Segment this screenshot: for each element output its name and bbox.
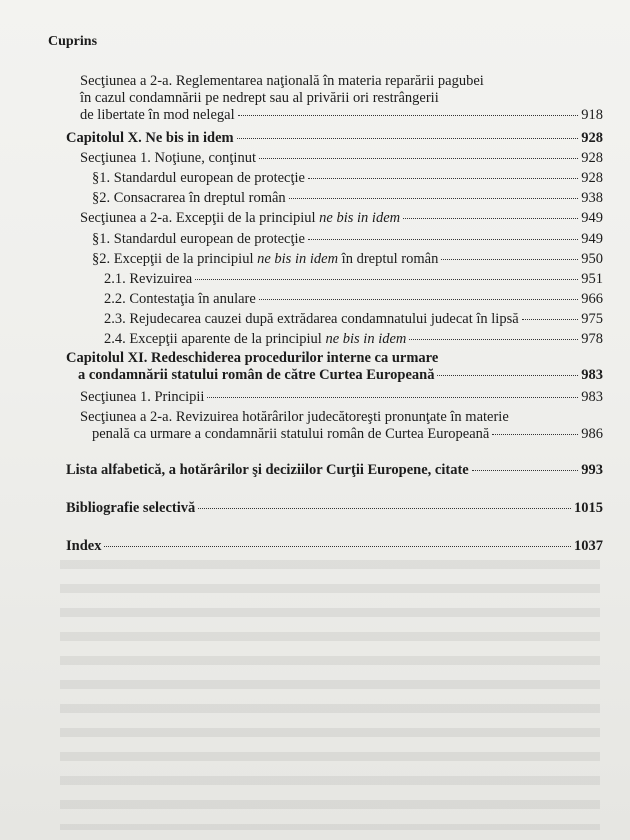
toc-entry-page: 928: [581, 170, 603, 186]
toc-entry-page: 951: [581, 271, 603, 287]
dot-leader: [441, 259, 578, 260]
toc-entry-page: 993: [581, 462, 603, 478]
toc-entry-page: 949: [581, 210, 603, 226]
dot-leader: [492, 434, 578, 435]
toc-entry-chapter: [66, 350, 603, 384]
dot-leader: [437, 375, 578, 376]
toc-entry-chapter: [66, 130, 603, 147]
toc-entry-title: Secţiunea a 2-a. Excepţii de la principiul ne bis in idem: [80, 210, 401, 226]
toc-entry-page: 983: [581, 389, 603, 405]
toc-entry: [92, 231, 603, 248]
dot-leader: [289, 198, 579, 199]
toc-entry-title: §2. Consacrarea în dreptul român: [92, 190, 286, 206]
toc-entry-title-line: a condamnării statului român de către Curtea Europeană: [78, 367, 435, 383]
toc-entry: [80, 210, 603, 227]
toc-entry: [92, 170, 603, 187]
toc-entry-page: 950: [581, 251, 603, 267]
toc-entry-title: §2. Excepţii de la principiul ne bis in idem în dreptul român: [92, 251, 439, 267]
dot-leader: [237, 138, 579, 139]
toc-entry: [104, 311, 603, 328]
dot-leader: [198, 508, 571, 509]
toc-entry-title-line: penală ca urmare a condamnării statului român de Curtea Europeană: [92, 426, 490, 442]
toc-entry-list: [66, 462, 603, 479]
toc-entry-title: §1. Standardul european de protecţie: [92, 231, 305, 247]
dot-leader: [259, 299, 578, 300]
toc-entry-title: 2.3. Rejudecarea cauzei după extrădarea condamnatului judecat în lipsă: [104, 311, 519, 327]
dot-leader: [308, 239, 578, 240]
dot-leader: [308, 178, 578, 179]
toc-entry-page: 966: [581, 291, 603, 307]
toc-entry: [92, 190, 603, 207]
toc-entry-title-line: Secţiunea a 2-a. Revizuirea hotărârilor judecătoreşti pronunţate în materie: [80, 409, 509, 425]
toc-entry-title: 2.2. Contestaţia în anulare: [104, 291, 256, 307]
toc-entry-title: Index: [66, 538, 102, 554]
dot-leader: [259, 158, 578, 159]
dot-leader: [522, 319, 579, 320]
toc-entry-title: 2.1. Revizuirea: [104, 271, 193, 287]
dot-leader: [403, 218, 578, 219]
toc-entry: [92, 251, 603, 268]
toc-entry: [104, 291, 603, 308]
toc-entry-page: 986: [581, 426, 603, 442]
toc-entry-title: Bibliografie selectivă: [66, 500, 196, 516]
toc-entry-index: [66, 538, 603, 555]
toc-entry-page: 928: [581, 150, 603, 166]
toc-entry-title-line: de libertate în mod nelegal: [80, 107, 235, 123]
toc-entry-page: 918: [581, 107, 603, 123]
toc-entry-page: 1037: [574, 538, 603, 554]
dot-leader: [238, 115, 579, 116]
dot-leader: [409, 339, 578, 340]
show-through-text: [60, 560, 600, 830]
toc-entry-title-line: Secţiunea a 2-a. Reglementarea naţională în materia reparării pagubei: [80, 73, 484, 89]
toc-entry-title: Secţiunea 1. Noţiune, conţinut: [80, 150, 256, 166]
toc-entry: [80, 73, 603, 124]
toc-entry: [104, 331, 603, 348]
dot-leader: [207, 397, 578, 398]
toc-entry-title: §1. Standardul european de protecţie: [92, 170, 305, 186]
toc-entry-title-line: Capitolul XI. Redeschiderea procedurilor interne ca urmare: [66, 350, 439, 366]
toc-entry-title: 2.4. Excepţii aparente de la principiul ne bis in idem: [104, 331, 407, 347]
toc-entry-page: 983: [581, 367, 603, 383]
toc-entry-page: 1015: [574, 500, 603, 516]
toc-entry-title: Secţiunea 1. Principii: [80, 389, 205, 405]
toc-entry-title-line: în cazul condamnării pe nedrept sau al privării ori restrângerii: [80, 90, 439, 106]
toc-entry-page: 949: [581, 231, 603, 247]
toc-entry-page: 975: [581, 311, 603, 327]
toc-entry: [80, 150, 603, 167]
toc-entry-title: Capitolul X. Ne bis in idem: [66, 130, 234, 146]
toc-entry-page: 938: [581, 190, 603, 206]
toc-entry: [80, 389, 603, 406]
toc-entry-page: 978: [581, 331, 603, 347]
toc-entry: [80, 409, 603, 443]
toc-entry-bibliography: [66, 500, 603, 517]
toc-entry: [104, 271, 603, 288]
dot-leader: [195, 279, 578, 280]
dot-leader: [104, 546, 571, 547]
toc-entry-title: Lista alfabetică, a hotărârilor şi deciziilor Curţii Europene, citate: [66, 462, 469, 478]
toc-entry-page: 928: [581, 130, 603, 146]
dot-leader: [472, 470, 579, 471]
page-header: Cuprins: [48, 34, 98, 49]
